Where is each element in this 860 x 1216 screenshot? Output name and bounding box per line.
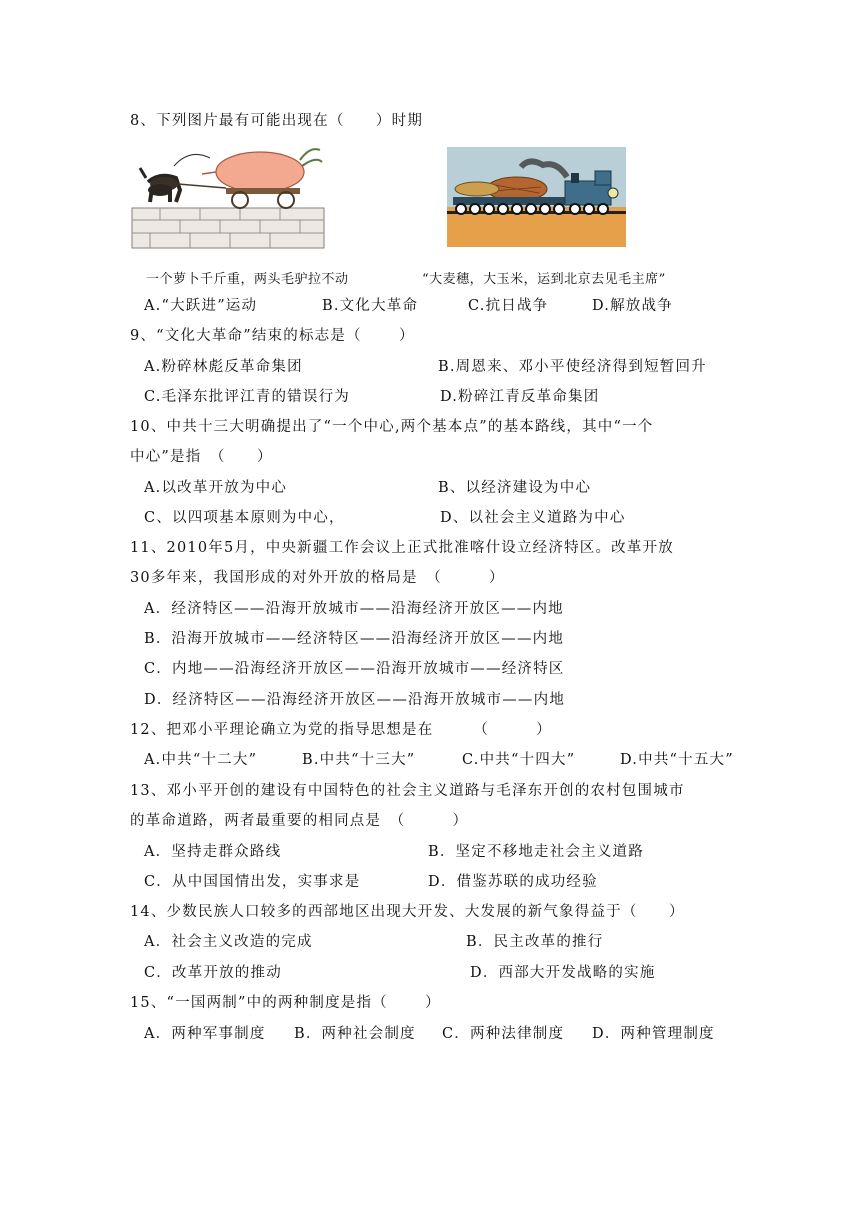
q13-stem-line2: 的革命道路，两者最重要的相同点是 （ ）: [130, 813, 469, 829]
radish-cart-picture: [130, 138, 326, 250]
q15-option-b: B．两种社会制度: [294, 1026, 416, 1042]
q11-option-d: D．经济特区——沿海经济开放区——沿海开放城市——内地: [144, 692, 566, 708]
q9-option-b: B.周恩来、邓小平使经济得到短暂回升: [438, 359, 707, 375]
q9-stem: 9、“文化大革命”结束的标志是（ ）: [130, 328, 415, 344]
q14-stem: 14、少数民族人口较多的西部地区出现大开发、大发展的新气象得益于（ ）: [130, 904, 685, 920]
q14-option-b: B．民主改革的推行: [466, 934, 604, 950]
q9-option-a: A.粉碎林彪反革命集团: [144, 359, 303, 375]
q13-option-b: B．坚定不移地走社会主义道路: [428, 844, 644, 860]
q11-option-c: C．内地——沿海经济开放区——沿海开放城市——经济特区: [144, 661, 565, 677]
q12-option-a: A.中共“十二大”: [144, 752, 258, 768]
q10-option-a: A.以改革开放为中心: [144, 480, 288, 496]
q11-stem-line1: 11、2010年5月，中央新疆工作会议上正式批准喀什设立经济特区。改革开放: [130, 540, 674, 556]
q11-option-b: B．沿海开放城市——经济特区——沿海经济开放区——内地: [144, 631, 565, 647]
q10-option-c: C、以四项基本原则为中心，: [144, 510, 345, 526]
q11-stem-line2: 30多年来，我国形成的对外开放的格局是 （ ）: [130, 570, 505, 586]
q13-stem-line1: 13、邓小平开创的建设有中国特色的社会主义道路与毛泽东开创的农村包围城市: [130, 783, 685, 799]
q10-stem-line2: 中心”是指 （ ）: [130, 449, 273, 465]
q15-option-d: D．两种管理制度: [592, 1026, 715, 1042]
q11-option-a: A．经济特区——沿海开放城市——沿海经济开放区——内地: [144, 601, 564, 617]
q8-option-d: D.解放战争: [592, 298, 673, 314]
q8-option-a: A.“大跃进”运动: [144, 298, 258, 314]
q15-stem: 15、“一国两制”中的两种制度是指（ ）: [130, 995, 441, 1011]
q10-stem-line1: 10、中共十三大明确提出了“一个中心,两个基本点”的基本路线，其中“一个: [130, 419, 654, 435]
radish-cart-illustration: [130, 138, 326, 250]
q8-option-b: B.文化大革命: [322, 298, 419, 314]
q10-option-d: D、以社会主义道路为中心: [440, 510, 626, 526]
q10-option-b: B、以经济建设为中心: [438, 480, 592, 496]
q13-option-c: C．从中国国情出发，实事求是: [144, 874, 361, 890]
q14-option-d: D．西部大开发战略的实施: [470, 965, 656, 981]
q13-option-a: A．坚持走群众路线: [144, 844, 282, 860]
q14-option-a: A．社会主义改造的完成: [144, 934, 313, 950]
q8-caption-left: 一个萝卜千斤重，两头毛驴拉不动: [146, 272, 349, 287]
q8-stem: 8、下列图片最有可能出现在（ ）时期: [130, 113, 424, 129]
grain-train-illustration: [447, 147, 626, 247]
q12-option-d: D.中共“十五大”: [620, 752, 734, 768]
q12-option-b: B.中共“十三大”: [302, 752, 416, 768]
grain-train-picture: [447, 147, 626, 247]
q14-option-c: C．改革开放的推动: [144, 965, 282, 981]
q8-option-c: C.抗日战争: [468, 298, 549, 314]
q13-option-d: D．借鉴苏联的成功经验: [428, 874, 598, 890]
q12-option-c: C.中共“十四大”: [462, 752, 576, 768]
q8-caption-right: “大麦穗，大玉米，运到北京去见毛主席”: [422, 272, 666, 287]
q15-option-a: A．两种军事制度: [144, 1026, 266, 1042]
q9-option-d: D.粉碎江青反革命集团: [440, 389, 600, 405]
q12-stem: 12、把邓小平理论确立为党的指导思想是在 （ ）: [130, 722, 552, 738]
q9-option-c: C.毛泽东批评江青的错误行为: [144, 389, 350, 405]
q15-option-c: C．两种法律制度: [442, 1026, 565, 1042]
